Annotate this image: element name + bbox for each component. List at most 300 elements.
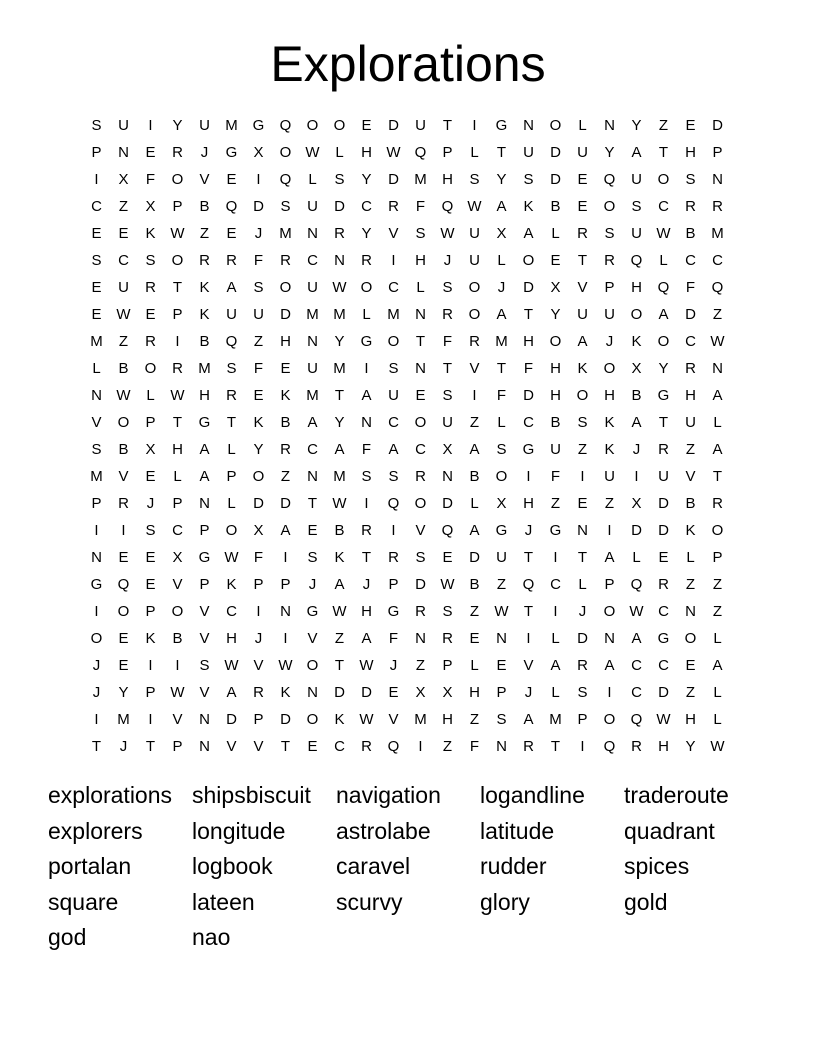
grid-letter: O (333, 117, 346, 134)
grid-letter: P (577, 711, 588, 728)
grid-letter: I (175, 333, 180, 350)
grid-letter: P (145, 603, 156, 620)
grid-letter: U (253, 306, 264, 323)
grid-letter: A (496, 306, 507, 323)
grid-letter: L (470, 495, 479, 512)
grid-letter: G (657, 387, 670, 404)
grid-letter: I (607, 684, 612, 701)
grid-letter: U (388, 387, 399, 404)
grid-letter: W (656, 225, 671, 242)
grid-letter: I (256, 171, 261, 188)
grid-row (83, 625, 731, 652)
grid-letter: L (551, 225, 560, 242)
word-bank-item: logandline (480, 782, 585, 808)
grid-letter: S (496, 711, 507, 728)
grid-letter: E (91, 306, 102, 323)
grid-letter: U (523, 144, 534, 161)
grid-letter: E (469, 630, 480, 647)
grid-letter: W (710, 738, 725, 755)
grid-letter: Q (603, 171, 616, 188)
grid-letter: Q (387, 738, 400, 755)
grid-letter: Z (712, 576, 723, 593)
grid-letter: S (496, 441, 507, 458)
grid-letter: E (226, 225, 237, 242)
grid-letter: A (361, 387, 372, 404)
grid-letter: S (361, 468, 372, 485)
grid-letter: X (253, 522, 264, 539)
grid-letter: H (442, 711, 453, 728)
grid-letter: A (199, 441, 210, 458)
grid-letter: H (523, 333, 534, 350)
grid-letter: R (577, 657, 588, 674)
grid-letter: B (118, 441, 129, 458)
grid-letter: M (306, 306, 319, 323)
grid-letter: X (145, 441, 156, 458)
grid-letter: W (386, 144, 401, 161)
grid-letter: D (388, 117, 399, 134)
grid-letter: C (631, 684, 642, 701)
word-bank-item: logbook (192, 853, 273, 880)
grid-letter: O (603, 711, 616, 728)
grid-letter: Z (469, 711, 480, 728)
grid-letter: T (361, 549, 372, 566)
grid-letter: A (577, 333, 588, 350)
grid-letter: L (578, 117, 587, 134)
grid-letter: I (175, 657, 180, 674)
grid-letter: A (550, 657, 561, 674)
grid-row (83, 436, 731, 463)
grid-letter: R (469, 333, 480, 350)
grid-letter: J (497, 279, 506, 296)
grid-letter: U (658, 468, 669, 485)
grid-letter: K (334, 711, 345, 728)
grid-letter: M (225, 117, 238, 134)
grid-letter: S (604, 225, 615, 242)
grid-letter: S (91, 252, 102, 269)
grid-letter: T (307, 495, 318, 512)
grid-row (83, 652, 731, 679)
grid-row (83, 112, 731, 139)
grid-letter: J (200, 144, 209, 161)
grid-letter: V (577, 279, 588, 296)
grid-letter: K (604, 441, 615, 458)
grid-letter: V (253, 657, 264, 674)
grid-letter: E (145, 549, 156, 566)
grid-letter: C (658, 198, 669, 215)
grid-letter: Z (658, 117, 669, 134)
grid-row (83, 193, 731, 220)
grid-letter: V (199, 171, 210, 188)
grid-letter: O (144, 360, 157, 377)
page-title: Explorations (270, 36, 546, 92)
grid-letter: M (333, 468, 346, 485)
word-bank (48, 778, 788, 956)
grid-letter: O (603, 603, 616, 620)
grid-letter: R (442, 306, 453, 323)
grid-letter: C (388, 279, 399, 296)
grid-letter: N (199, 495, 210, 512)
grid-letter: C (118, 252, 129, 269)
grid-letter: P (172, 198, 183, 215)
grid-letter: Z (712, 306, 723, 323)
grid-letter: J (524, 684, 533, 701)
grid-letter: M (387, 306, 400, 323)
grid-letter: T (172, 279, 183, 296)
grid-letter: K (199, 306, 210, 323)
grid-letter: L (227, 495, 236, 512)
grid-letter: D (523, 279, 534, 296)
grid-letter: A (307, 414, 318, 431)
grid-letter: V (253, 738, 264, 755)
grid-letter: O (279, 144, 292, 161)
grid-letter: X (631, 360, 642, 377)
grid-row (83, 706, 731, 733)
grid-letter: D (658, 684, 669, 701)
grid-letter: R (712, 495, 723, 512)
grid-letter: H (685, 387, 696, 404)
grid-letter: Z (577, 441, 588, 458)
grid-letter: K (523, 198, 534, 215)
grid-letter: Z (469, 414, 480, 431)
grid-letter: E (118, 657, 129, 674)
grid-letter: Y (361, 171, 372, 188)
word-bank-item: quadrant (624, 817, 715, 844)
grid-letter: I (580, 468, 585, 485)
grid-letter: U (307, 360, 318, 377)
grid-letter: E (118, 549, 129, 566)
grid-letter: W (494, 603, 509, 620)
grid-letter: O (306, 657, 319, 674)
grid-letter: Q (279, 171, 292, 188)
grid-letter: N (604, 630, 615, 647)
grid-letter: J (578, 603, 587, 620)
grid-letter: E (307, 522, 318, 539)
grid-letter: P (442, 144, 453, 161)
grid-letter: G (360, 333, 373, 350)
grid-letter: A (334, 576, 345, 593)
grid-letter: L (632, 549, 641, 566)
grid-letter: Z (469, 603, 480, 620)
grid-letter: F (442, 333, 453, 350)
grid-letter: A (631, 144, 642, 161)
grid-letter: C (658, 657, 669, 674)
grid-letter: O (630, 306, 643, 323)
grid-letter: N (523, 117, 534, 134)
grid-letter: H (685, 711, 696, 728)
grid-letter: W (116, 306, 131, 323)
grid-letter: Q (603, 738, 616, 755)
grid-letter: R (145, 279, 156, 296)
grid-letter: L (713, 414, 722, 431)
grid-letter: C (361, 198, 372, 215)
grid-letter: I (121, 522, 126, 539)
grid-letter: L (335, 144, 344, 161)
grid-letter: P (91, 495, 102, 512)
grid-letter: W (359, 657, 374, 674)
grid-letter: M (495, 333, 508, 350)
grid-letter: B (685, 225, 696, 242)
grid-letter: H (361, 603, 372, 620)
grid-letter: T (523, 603, 534, 620)
grid-letter: M (333, 306, 346, 323)
grid-letter: W (440, 225, 455, 242)
grid-letter: I (607, 522, 612, 539)
grid-letter: E (118, 225, 129, 242)
grid-letter: H (685, 144, 696, 161)
grid-letter: T (496, 360, 507, 377)
grid-letter: O (603, 198, 616, 215)
grid-letter: R (685, 198, 696, 215)
grid-letter: O (468, 306, 481, 323)
grid-letter: A (496, 198, 507, 215)
grid-letter: Y (334, 414, 345, 431)
grid-letter: F (496, 387, 507, 404)
grid-letter: D (469, 549, 480, 566)
grid-letter: O (657, 171, 670, 188)
grid-letter: P (280, 576, 291, 593)
grid-letter: I (418, 738, 423, 755)
grid-letter: U (577, 144, 588, 161)
grid-letter: Z (415, 657, 426, 674)
grid-letter: U (631, 225, 642, 242)
word-bank-item: rudder (480, 853, 547, 880)
grid-letter: E (145, 576, 156, 593)
grid-letter: Q (414, 144, 427, 161)
grid-row (83, 598, 731, 625)
grid-letter: U (307, 198, 318, 215)
grid-letter: V (685, 468, 696, 485)
grid-letter: B (550, 198, 561, 215)
grid-letter: Y (118, 684, 129, 701)
grid-letter: F (361, 441, 372, 458)
grid-letter: G (90, 576, 103, 593)
grid-letter: R (712, 198, 723, 215)
word-bank-item: gold (624, 888, 668, 915)
grid-letter: D (280, 711, 291, 728)
grid-letter: C (91, 198, 102, 215)
grid-letter: V (199, 684, 210, 701)
grid-letter: O (711, 522, 724, 539)
grid-letter: L (659, 252, 668, 269)
grid-letter: P (199, 522, 210, 539)
grid-letter: A (604, 549, 615, 566)
grid-letter: N (577, 522, 588, 539)
grid-letter: C (658, 603, 669, 620)
grid-letter: R (361, 522, 372, 539)
grid-letter: N (334, 252, 345, 269)
grid-letter: Z (334, 630, 345, 647)
grid-letter: T (577, 252, 588, 269)
grid-letter: B (199, 333, 210, 350)
grid-letter: R (658, 441, 669, 458)
grid-letter: D (550, 171, 561, 188)
grid-letter: D (658, 522, 669, 539)
grid-letter: B (469, 576, 480, 593)
grid-letter: K (577, 360, 588, 377)
grid-letter: W (332, 495, 347, 512)
grid-letter: I (526, 468, 531, 485)
grid-letter: J (605, 333, 614, 350)
grid-letter: Q (630, 252, 643, 269)
grid-letter: A (712, 387, 723, 404)
grid-letter: I (391, 522, 396, 539)
grid-letter: S (388, 468, 399, 485)
word-bank-item: explorers (48, 817, 143, 844)
grid-letter: S (226, 360, 237, 377)
grid-letter: Y (604, 144, 615, 161)
grid-letter: A (388, 441, 399, 458)
grid-letter: B (685, 495, 696, 512)
grid-letter: H (604, 387, 615, 404)
grid-letter: S (685, 171, 696, 188)
grid-letter: Q (279, 117, 292, 134)
grid-letter: D (388, 171, 399, 188)
grid-letter: R (145, 333, 156, 350)
grid-letter: Q (117, 576, 130, 593)
grid-letter: F (388, 630, 399, 647)
grid-letter: V (91, 414, 102, 431)
grid-letter: W (332, 279, 347, 296)
grid-letter: C (712, 252, 723, 269)
grid-letter: T (226, 414, 237, 431)
grid-letter: H (658, 738, 669, 755)
grid-letter: K (604, 414, 615, 431)
grid-letter: Z (685, 441, 696, 458)
grid-letter: I (472, 117, 477, 134)
grid-letter: S (442, 387, 453, 404)
word-bank-item: scurvy (336, 888, 403, 915)
grid-letter: O (576, 387, 589, 404)
grid-letter: P (712, 549, 723, 566)
grid-row (83, 544, 731, 571)
grid-letter: A (226, 684, 237, 701)
grid-letter: L (470, 144, 479, 161)
grid-letter: J (92, 684, 101, 701)
grid-letter: R (415, 603, 426, 620)
grid-letter: I (148, 657, 153, 674)
grid-letter: U (118, 279, 129, 296)
grid-letter: K (145, 630, 156, 647)
grid-letter: O (468, 279, 481, 296)
grid-letter: P (91, 144, 102, 161)
grid-letter: D (361, 684, 372, 701)
grid-letter: E (658, 549, 669, 566)
grid-letter: G (198, 414, 211, 431)
grid-letter: X (415, 684, 426, 701)
grid-letter: Q (630, 711, 643, 728)
grid-letter: J (389, 657, 398, 674)
grid-letter: Z (280, 468, 291, 485)
grid-letter: S (199, 657, 210, 674)
grid-letter: S (523, 171, 534, 188)
grid-letter: N (604, 117, 615, 134)
grid-letter: U (199, 117, 210, 134)
grid-letter: T (442, 360, 453, 377)
grid-letter: W (710, 333, 725, 350)
grid-letter: S (91, 117, 102, 134)
grid-letter: O (495, 468, 508, 485)
word-bank-item: latitude (480, 817, 555, 844)
grid-letter: R (226, 387, 237, 404)
grid-letter: S (415, 225, 426, 242)
grid-letter: B (631, 387, 642, 404)
grid-letter: B (199, 198, 210, 215)
grid-letter: K (631, 333, 642, 350)
grid-letter: A (469, 522, 480, 539)
grid-letter: E (226, 171, 237, 188)
grid-letter: U (226, 306, 237, 323)
word-bank-item: spices (624, 853, 690, 880)
word-bank-item: longitude (192, 817, 286, 844)
word-bank-item: traderoute (624, 782, 729, 808)
grid-letter: A (712, 441, 723, 458)
grid-letter: L (713, 630, 722, 647)
grid-letter: E (388, 684, 399, 701)
grid-letter: V (469, 360, 480, 377)
word-bank-item: square (48, 888, 119, 915)
grid-letter: N (415, 306, 426, 323)
grid-row (83, 220, 731, 247)
grid-letter: I (391, 252, 396, 269)
grid-letter: I (364, 360, 369, 377)
grid-letter: N (712, 171, 723, 188)
grid-letter: R (388, 549, 399, 566)
grid-letter: G (198, 549, 211, 566)
grid-letter: Z (118, 198, 129, 215)
grid-letter: P (145, 684, 156, 701)
grid-letter: W (656, 711, 671, 728)
word-bank-item: god (48, 924, 87, 951)
grid-letter: V (388, 225, 399, 242)
grid-letter: A (712, 657, 723, 674)
grid-letter: M (279, 225, 292, 242)
word-bank-item: glory (480, 888, 530, 915)
grid-letter: R (685, 360, 696, 377)
grid-letter: O (90, 630, 103, 647)
grid-letter: F (523, 360, 534, 377)
grid-letter: S (388, 360, 399, 377)
grid-letter: X (442, 441, 453, 458)
grid-letter: N (280, 603, 291, 620)
grid-letter: N (307, 225, 318, 242)
grid-letter: C (172, 522, 183, 539)
grid-letter: P (496, 684, 507, 701)
grid-letter: H (442, 171, 453, 188)
grid-letter: A (631, 414, 642, 431)
grid-letter: U (577, 306, 588, 323)
grid-letter: D (415, 576, 426, 593)
grid-letter: T (415, 333, 426, 350)
grid-letter: X (496, 495, 507, 512)
grid-letter: Z (253, 333, 264, 350)
grid-letter: C (685, 252, 696, 269)
grid-row (83, 139, 731, 166)
grid-letter: D (226, 711, 237, 728)
grid-letter: T (334, 387, 345, 404)
grid-letter: Q (657, 279, 670, 296)
grid-letter: D (712, 117, 723, 134)
grid-row (83, 382, 731, 409)
grid-letter: O (684, 630, 697, 647)
grid-letter: T (550, 738, 561, 755)
grid-letter: R (361, 738, 372, 755)
grid-letter: P (604, 576, 615, 593)
grid-letter: T (523, 549, 534, 566)
grid-letter: D (577, 630, 588, 647)
grid-letter: E (253, 387, 264, 404)
grid-letter: K (253, 414, 264, 431)
grid-letter: O (414, 495, 427, 512)
